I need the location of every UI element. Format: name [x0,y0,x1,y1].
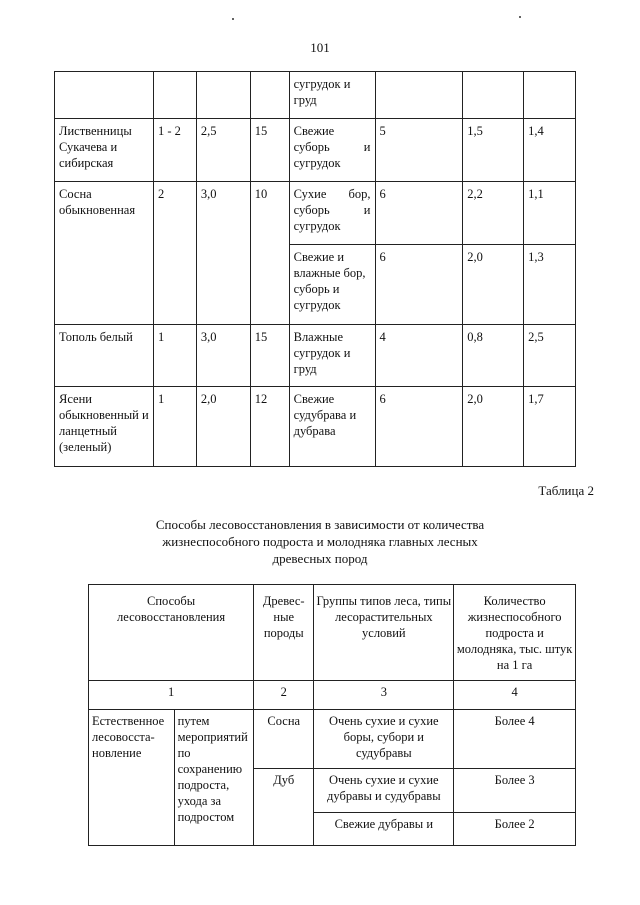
table-cell: 6 [375,245,463,325]
conditions-cell: Свежие суборь и сугрудок [289,119,375,182]
table-cell: 15 [250,119,289,182]
header-cell-methods: Способы лесовосстановления [89,585,254,681]
table-cell: 3,0 [196,182,250,325]
column-number: 1 [89,681,254,710]
forest-type-cell: Очень сухие и сухие дубравы и судубравы [314,769,454,813]
conditions-cell: сугрудок и груд [289,72,375,119]
forest-type-cell: Очень сухие и сухие боры, субори и судубравы [314,710,454,769]
table-cell: 2,0 [196,387,250,467]
table-cell: 6 [375,387,463,467]
table-cell: 5 [375,119,463,182]
restoration-table [88,584,576,846]
table-cell [463,72,524,119]
header-row [89,585,576,681]
table-cell: 1,5 [463,119,524,182]
table-title-line: древесных пород [272,551,368,566]
table-row [55,387,576,467]
species-cell [55,72,154,119]
amount-cell: Более 2 [454,813,576,846]
conditions-cell: Сухие бор, суборь и сугрудок [289,182,375,245]
species-cell: Дуб [254,769,314,846]
table-cell: 2 [153,182,196,325]
conditions-cell: Влажные сугрудок и груд [289,325,375,387]
table-title [0,516,640,567]
species-cell: Тополь белый [55,325,154,387]
forest-type-cell: Свежие дубравы и [314,813,454,846]
table-row [55,72,576,119]
table-caption: Таблица 2 [538,483,594,498]
table-cell: 2,0 [463,245,524,325]
table-cell: 12 [250,387,289,467]
table-cell: 6 [375,182,463,245]
table-cell [153,72,196,119]
table-cell: 10 [250,182,289,325]
species-cell: Сосна [254,710,314,769]
column-number-row [89,681,576,710]
table-cell [196,72,250,119]
scan-dot-left [232,18,234,20]
table-cell: 1 [153,325,196,387]
column-number: 2 [254,681,314,710]
table-row [55,182,576,245]
header-cell-amount: Количество жизнеспособного подроста и молодняка, тыс. штук на 1 га [454,585,576,681]
scan-dot-right [519,16,521,18]
table-title-line: жизнеспособного подроста и молодняка главных лесных [162,534,478,549]
table-cell [250,72,289,119]
species-cell: Сосна обыкновенная [55,182,154,325]
table-cell: 3,0 [196,325,250,387]
table-cell [375,72,463,119]
conditions-cell: Свежие и влажные бор, суборь и сугрудок [289,245,375,325]
method-cell: Естественное лесовосста-новление [89,710,175,846]
species-cell: Лиственницы Сукачева и сибирская [55,119,154,182]
table-cell: 1,7 [524,387,576,467]
table-row [55,119,576,182]
page-number: 101 [310,40,330,55]
species-table [54,71,576,467]
column-number: 3 [314,681,454,710]
table-cell: 1,1 [524,182,576,245]
table-title-line: Способы лесовосстановления в зависимости от количества [155,517,485,532]
table-cell: 1,3 [524,245,576,325]
table-cell [524,72,576,119]
table-cell: 15 [250,325,289,387]
table-cell: 0,8 [463,325,524,387]
header-cell-forest-type: Группы типов леса, типы лесорастительных условий [314,585,454,681]
table-cell: 2,5 [524,325,576,387]
table-cell: 1,4 [524,119,576,182]
table-cell: 2,0 [463,387,524,467]
conditions-cell: Свежие судубрава и дубрава [289,387,375,467]
table-cell: 2,5 [196,119,250,182]
column-number: 4 [454,681,576,710]
amount-cell: Более 3 [454,769,576,813]
table-cell: 1 - 2 [153,119,196,182]
header-cell-species: Древес-ные породы [254,585,314,681]
amount-cell: Более 4 [454,710,576,769]
species-cell: Ясени обыкновенный и ланцетный (зеленый) [55,387,154,467]
method-detail-cell: путем мероприятий по сохранению подроста, ухода за подростом [174,710,254,846]
table-row [89,710,576,769]
table-cell: 4 [375,325,463,387]
table-row [55,325,576,387]
table-cell: 1 [153,387,196,467]
table-cell: 2,2 [463,182,524,245]
